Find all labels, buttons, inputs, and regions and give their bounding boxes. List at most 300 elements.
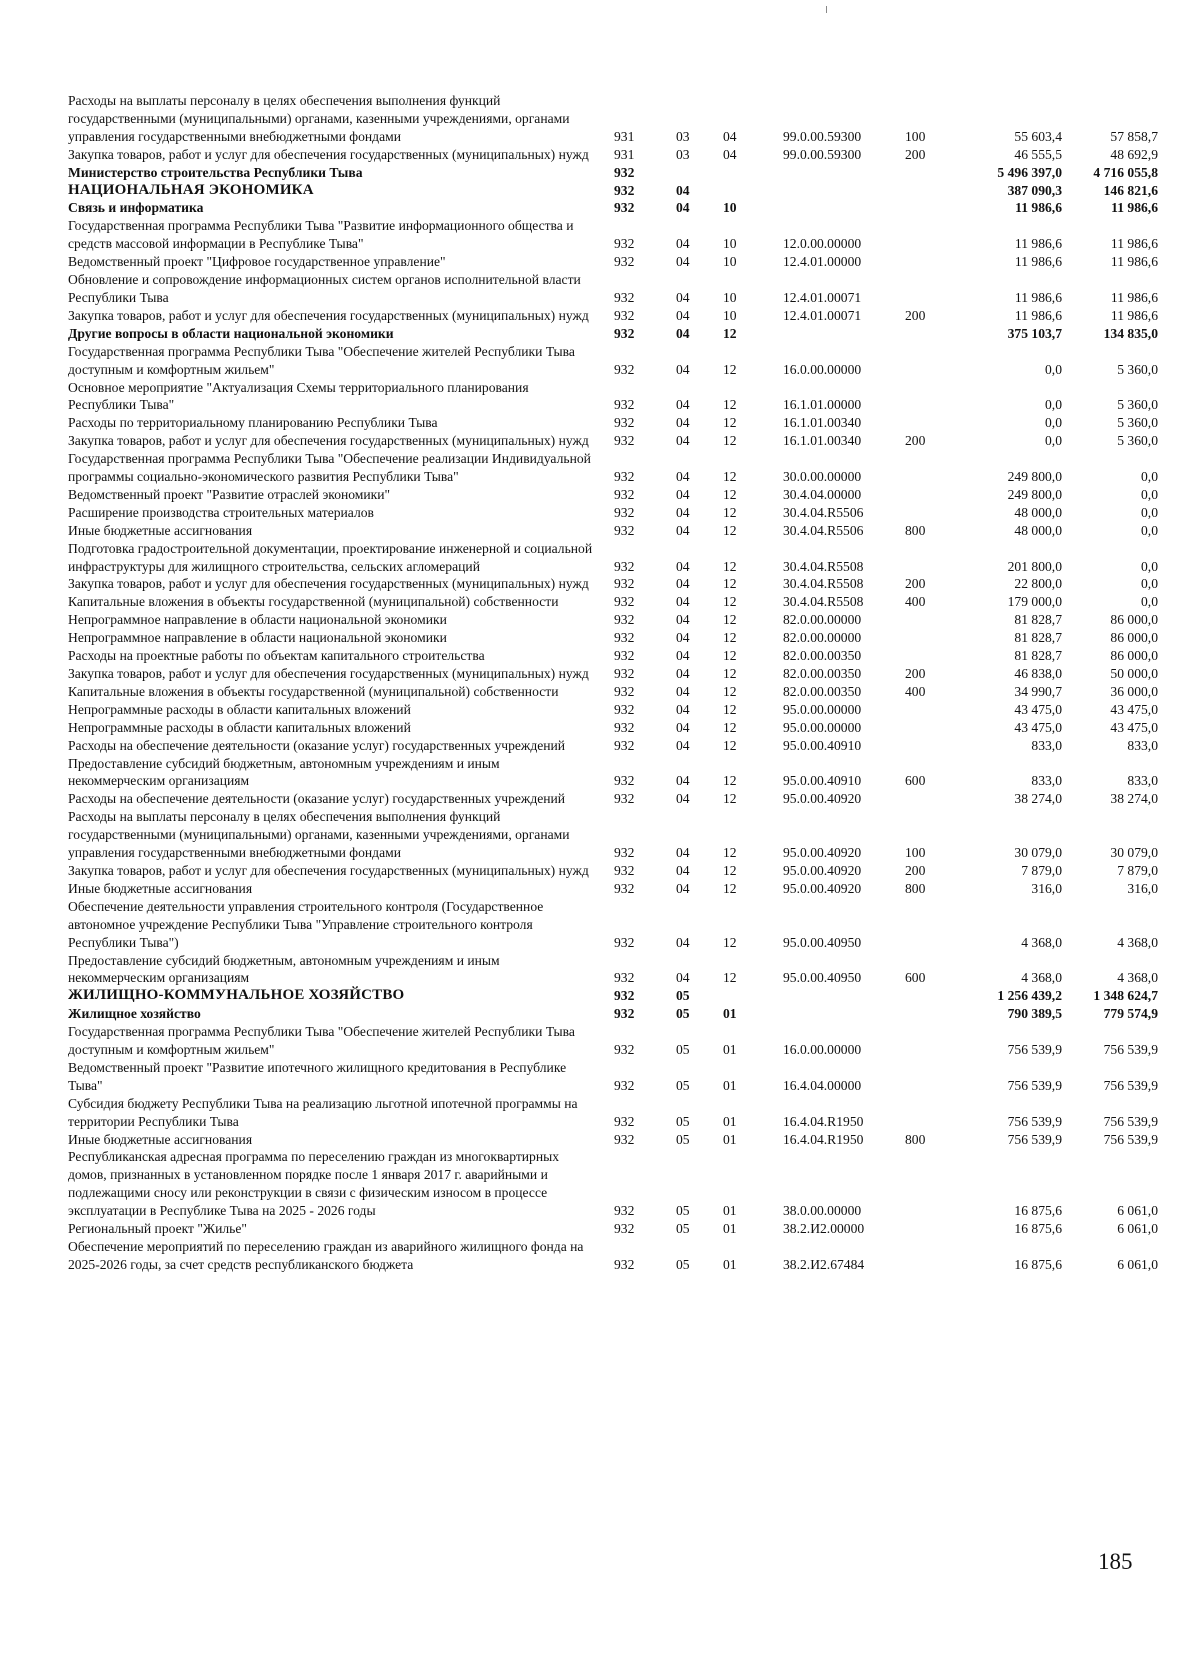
subsection-code-cell: 01 [723,1077,737,1093]
table-row [68,379,1158,415]
expense-type-code-cell [905,199,967,217]
target-item-code-cell: 82.0.00.00350 [783,666,862,681]
description-cell: Государственная программа Республики Тыва "Обеспечение жителей Республики Тыва доступным и комфортным жильем" [68,343,575,377]
amount-year2-cell: 5 360,0 [1117,433,1158,449]
ministry-code-cell: 932 [614,594,635,610]
ministry-code-cell: 931 [614,128,635,144]
subsection-code-cell: 01 [723,1006,737,1022]
description-cell: Основное мероприятие "Актуализация Схемы территориального планирования Республики Тыва" [68,379,529,413]
expense-type-code-cell [905,414,967,432]
table-row [68,253,1158,271]
amount-year1-cell: 22 800,0 [1014,576,1062,592]
target-item-code-cell: 12.0.00.00000 [783,236,862,252]
section-code-cell: 04 [676,862,690,878]
section-code-cell: 05 [676,1221,690,1237]
description-cell: Расходы по территориальному планированию Республики Тыва [68,415,438,431]
amount-year1-cell: 0,0 [1045,361,1062,377]
subsection-code-cell: 10 [723,254,737,270]
target-item-code-cell: 95.0.00.40910 [783,773,862,789]
table-row [68,790,1158,808]
table-row [68,199,1158,217]
target-item-code-cell: 12.4.01.00071 [783,307,862,323]
ministry-code-cell: 932 [614,361,635,377]
description-cell: Ведомственный проект "Развитие отраслей экономики" [68,486,391,502]
section-code-cell: 03 [676,146,690,162]
table-row [68,701,1158,719]
description-cell: Расходы на выплаты персоналу в целях обеспечения выполнения функций государственными (муниципальными) органами, казенными учреждениями, органами управления государственными внебюджетными фондами [68,809,570,861]
section-code-cell: 04 [676,934,690,950]
amount-year2-cell: 11 986,6 [1110,289,1158,305]
amount-year2-cell: 756 539,9 [1103,1113,1158,1129]
ministry-code-cell: 932 [614,1221,635,1237]
expense-type-code-cell [905,343,967,379]
subsection-code-cell: 12 [723,719,737,735]
table-row [68,755,1158,791]
section-code-cell: 04 [676,469,690,485]
amount-year2-cell: 134 835,0 [1103,325,1158,341]
subsection-code-cell: 10 [723,200,737,216]
target-item-code-cell: 95.0.00.40910 [783,737,862,753]
subsection-code-cell: 12 [723,773,737,789]
ministry-code-cell: 932 [614,1256,635,1272]
subsection-code-cell: 12 [723,630,737,646]
target-item-code-cell: 95.0.00.40950 [783,934,862,950]
expense-type-code-cell [905,164,967,182]
expense-type-code-cell: 200 [905,307,926,323]
amount-year1-cell: 756 539,9 [1007,1042,1062,1058]
target-item-code-cell: 95.0.00.00000 [783,719,862,735]
expense-type-code-cell [905,1238,967,1274]
ministry-code-cell: 932 [614,683,635,699]
section-code-cell: 04 [676,307,690,323]
description-cell: Расходы на обеспечение деятельности (оказание услуг) государственных учреждений [68,737,566,753]
section-code-cell: 04 [676,182,690,198]
description-cell: Непрограммное направление в области национальной экономики [68,630,447,646]
expense-type-code-cell [905,182,967,200]
section-code-cell: 04 [676,683,690,699]
table-row [68,647,1158,665]
section-code-cell: 05 [676,1113,690,1129]
section-code-cell: 04 [676,719,690,735]
amount-year1-cell: 4 368,0 [1021,934,1062,950]
subsection-code-cell: 01 [723,1203,737,1219]
subsection-code-cell: 12 [723,504,737,520]
ministry-code-cell: 932 [614,486,635,502]
target-item-code-cell [783,1005,905,1023]
target-item-code-cell [783,164,905,182]
amount-year2-cell: 36 000,0 [1110,683,1158,699]
amount-year2-cell: 11 986,6 [1110,307,1158,323]
table-row [68,307,1158,325]
ministry-code-cell: 932 [614,397,635,413]
target-item-code-cell: 82.0.00.00000 [783,612,862,628]
amount-year1-cell: 0,0 [1045,433,1062,449]
table-row [68,575,1158,593]
description-cell: Непрограммные расходы в области капитальных вложений [68,719,411,735]
subsection-code-cell: 12 [723,612,737,628]
amount-year2-cell: 57 858,7 [1110,128,1158,144]
expense-type-code-cell [905,987,967,1005]
subsection-code-cell: 12 [723,469,737,485]
table-row [68,1238,1158,1274]
description-cell: Другие вопросы в области национальной экономики [68,325,394,341]
amount-year1-cell: 46 555,5 [1014,146,1062,162]
description-cell: Государственная программа Республики Тыва "Обеспечение жителей Республики Тыва доступным и комфортным жильем" [68,1024,575,1058]
amount-year2-cell: 11 986,6 [1111,200,1158,216]
section-code-cell: 03 [676,128,690,144]
amount-year2-cell: 11 986,6 [1110,254,1158,270]
amount-year1-cell: 11 986,6 [1014,307,1062,323]
section-code-cell: 04 [676,576,690,592]
expense-type-code-cell [905,486,967,504]
amount-year1-cell: 11 986,6 [1015,200,1062,216]
amount-year2-cell: 43 475,0 [1110,719,1158,735]
expense-type-code-cell: 800 [905,1131,926,1147]
description-cell: Обеспечение деятельности управления строительного контроля (Государственное автономное учреждение Республики Тыва "Управление строительного контроля Республики Тыва") [68,898,544,950]
target-item-code-cell: 12.4.01.00071 [783,289,862,305]
amount-year2-cell: 30 079,0 [1110,845,1158,861]
table-row [68,683,1158,701]
expense-type-code-cell: 200 [905,433,926,449]
scan-mark [826,6,827,13]
target-item-code-cell: 16.0.00.00000 [783,361,862,377]
table-row [68,719,1158,737]
ministry-code-cell: 932 [614,504,635,520]
ministry-code-cell: 932 [614,719,635,735]
description-cell: Капитальные вложения в объекты государственной (муниципальной) собственности [68,683,559,699]
amount-year2-cell: 833,0 [1127,737,1158,753]
subsection-code-cell: 04 [723,146,737,162]
amount-year1-cell: 55 603,4 [1014,128,1062,144]
table-row [68,217,1158,253]
target-item-code-cell: 38.2.И2.00000 [783,1221,865,1237]
target-item-code-cell [783,325,905,343]
subsection-code-cell: 12 [723,666,737,681]
description-cell: Субсидия бюджету Республики Тыва на реализацию льготной ипотечной программы на территории Республики Тыва [68,1095,578,1129]
section-code-cell: 04 [676,648,690,664]
table-row [68,987,1158,1005]
table-row [68,522,1158,540]
amount-year1-cell: 11 986,6 [1014,254,1062,270]
subsection-code-cell: 12 [723,701,737,717]
expense-type-code-cell [905,253,967,271]
table-row [68,952,1158,988]
amount-year1-cell: 249 800,0 [1007,486,1062,502]
ministry-code-cell: 932 [614,666,635,681]
amount-year1-cell: 316,0 [1031,880,1062,896]
amount-year1-cell: 34 990,7 [1014,683,1062,699]
description-cell: Ведомственный проект "Развитие ипотечного жилищного кредитования в Республике Тыва" [68,1059,567,1093]
target-item-code-cell: 16.4.04.00000 [783,1077,862,1093]
description-cell: Республиканская адресная программа по переселению граждан из многоквартирных домов, признанных в установленном порядке после 1 января 2017 г. аварийными и подлежащими сносу или реконструкции в связи с физическим износом в процессе эксплуатации в Республике Тыва на 2025 - 2026 годы [68,1149,560,1219]
target-item-code-cell: 16.4.04.R1950 [783,1131,864,1147]
section-code-cell: 04 [676,558,690,574]
description-cell: Иные бюджетные ассигнования [68,522,253,538]
target-item-code-cell: 95.0.00.40920 [783,862,862,878]
section-code-cell: 05 [676,1131,690,1147]
amount-year2-cell: 0,0 [1141,469,1158,485]
expense-type-code-cell [905,450,967,486]
description-cell: Закупка товаров, работ и услуг для обеспечения государственных (муниципальных) нужд [68,146,589,162]
description-cell: Закупка товаров, работ и услуг для обеспечения государственных (муниципальных) нужд [68,576,589,592]
expense-type-code-cell [905,1095,967,1131]
amount-year2-cell: 146 821,6 [1103,182,1158,198]
expense-type-code-cell: 600 [905,970,926,986]
subsection-code-cell: 12 [723,361,737,377]
ministry-code-cell: 932 [614,773,635,789]
subsection-code-cell: 01 [723,1256,737,1272]
amount-year2-cell: 0,0 [1141,522,1158,538]
target-item-code-cell: 30.0.00.00000 [783,469,862,485]
subsection-code-cell: 10 [723,307,737,323]
amount-year2-cell: 756 539,9 [1103,1042,1158,1058]
ministry-code-cell: 932 [614,845,635,861]
table-row [68,880,1158,898]
table-row [68,450,1158,486]
target-item-code-cell: 16.1.01.00340 [783,433,862,449]
section-code-cell: 04 [676,612,690,628]
target-item-code-cell: 82.0.00.00000 [783,630,862,646]
description-cell: Подготовка градостроительной документации, проектирование инженерной и социальной инфраструктуры для жилищного строительства, сельских агломераций [68,540,593,574]
subsection-code-cell: 12 [723,737,737,753]
subsection-code-cell: 04 [723,128,737,144]
expense-type-code-cell [905,504,967,522]
description-cell: Непрограммное направление в области национальной экономики [68,612,447,628]
amount-year1-cell: 201 800,0 [1007,558,1062,574]
amount-year1-cell: 81 828,7 [1014,648,1062,664]
table-row [68,432,1158,450]
target-item-code-cell [783,199,905,217]
subsection-code-cell: 12 [723,970,737,986]
ministry-code-cell: 931 [614,146,635,162]
target-item-code-cell: 12.4.01.00000 [783,254,862,270]
subsection-code-cell: 12 [723,862,737,878]
amount-year2-cell: 4 368,0 [1117,970,1158,986]
subsection-code-cell: 12 [723,415,737,431]
table-row [68,1095,1158,1131]
expense-type-code-cell [905,1005,967,1023]
ministry-code-cell: 932 [614,415,635,431]
section-code-cell: 04 [676,415,690,431]
table-row [68,737,1158,755]
target-item-code-cell: 16.4.04.R1950 [783,1113,864,1129]
section-code-cell: 04 [676,666,690,681]
table-row [68,808,1158,862]
amount-year1-cell: 756 539,9 [1007,1077,1062,1093]
table-row [68,146,1158,164]
subsection-code-cell: 12 [723,594,737,610]
target-item-code-cell: 95.0.00.40920 [783,880,862,896]
table-row [68,1148,1158,1220]
ministry-code-cell: 932 [614,1077,635,1093]
amount-year1-cell: 30 079,0 [1014,845,1062,861]
subsection-code-cell: 01 [723,1221,737,1237]
section-code-cell: 05 [676,1077,690,1093]
description-cell: НАЦИОНАЛЬНАЯ ЭКОНОМИКА [68,181,314,198]
ministry-code-cell: 932 [614,988,635,1004]
expense-type-code-cell: 100 [905,128,926,144]
section-code-cell: 04 [676,791,690,807]
description-cell: Закупка товаров, работ и услуг для обеспечения государственных (муниципальных) нужд [68,666,589,681]
ministry-code-cell: 932 [614,1006,635,1022]
expense-type-code-cell: 600 [905,773,926,789]
target-item-code-cell: 95.0.00.40950 [783,970,862,986]
amount-year1-cell: 0,0 [1045,397,1062,413]
expense-type-code-cell [905,271,967,307]
section-code-cell: 04 [676,361,690,377]
ministry-code-cell: 932 [614,289,635,305]
section-code-cell [676,164,723,182]
ministry-code-cell: 932 [614,576,635,592]
amount-year2-cell: 48 692,9 [1110,146,1158,162]
ministry-code-cell: 932 [614,648,635,664]
expense-type-code-cell [905,540,967,576]
amount-year2-cell: 86 000,0 [1110,630,1158,646]
ministry-code-cell: 932 [614,254,635,270]
target-item-code-cell: 38.2.И2.67484 [783,1256,865,1272]
target-item-code-cell: 30.4.04.R5506 [783,522,864,538]
description-cell: Ведомственный проект "Цифровое государственное управление" [68,254,446,270]
amount-year2-cell: 4 368,0 [1117,934,1158,950]
amount-year2-cell: 5 360,0 [1117,397,1158,413]
amount-year1-cell: 387 090,3 [1007,182,1062,198]
description-cell: Непрограммные расходы в области капитальных вложений [68,701,411,717]
expense-type-code-cell: 200 [905,576,926,592]
expense-type-code-cell: 800 [905,880,926,896]
table-row [68,271,1158,307]
amount-year1-cell: 5 496 397,0 [997,164,1062,180]
description-cell: Обновление и сопровождение информационных систем органов исполнительной власти Республики Тыва [68,272,581,305]
amount-year1-cell: 46 838,0 [1014,666,1062,681]
target-item-code-cell: 30.4.04.R5506 [783,504,864,520]
expense-type-code-cell [905,217,967,253]
amount-year2-cell: 6 061,0 [1117,1256,1158,1272]
ministry-code-cell: 932 [614,934,635,950]
section-code-cell: 05 [676,1006,690,1022]
expense-type-code-cell: 200 [905,666,926,681]
ministry-code-cell: 932 [614,469,635,485]
target-item-code-cell: 95.0.00.00000 [783,701,862,717]
description-cell: Предоставление субсидий бюджетным, автономным учреждениям и иным некоммерческим организациям [68,952,500,986]
table-row [68,164,1158,182]
subsection-code-cell: 12 [723,683,737,699]
target-item-code-cell: 82.0.00.00350 [783,648,862,664]
target-item-code-cell: 99.0.00.59300 [783,128,862,144]
amount-year2-cell: 38 274,0 [1110,791,1158,807]
amount-year1-cell: 833,0 [1031,773,1062,789]
table-row [68,1059,1158,1095]
description-cell: Закупка товаров, работ и услуг для обеспечения государственных (муниципальных) нужд [68,433,589,449]
section-code-cell: 05 [676,1203,690,1219]
table-row [68,611,1158,629]
amount-year1-cell: 756 539,9 [1007,1131,1062,1147]
table-row [68,665,1158,683]
amount-year1-cell: 756 539,9 [1007,1113,1062,1129]
amount-year2-cell: 0,0 [1141,486,1158,502]
amount-year1-cell: 81 828,7 [1014,612,1062,628]
amount-year2-cell: 0,0 [1141,558,1158,574]
table-body [68,92,1158,1274]
ministry-code-cell: 932 [614,307,635,323]
subsection-code-cell: 12 [723,433,737,449]
amount-year1-cell: 833,0 [1031,737,1062,753]
expense-type-code-cell: 200 [905,862,926,878]
amount-year1-cell: 4 368,0 [1021,970,1062,986]
expense-type-code-cell [905,647,967,665]
section-code-cell: 05 [676,1042,690,1058]
section-code-cell: 04 [676,970,690,986]
section-code-cell: 04 [676,594,690,610]
amount-year2-cell: 756 539,9 [1103,1131,1158,1147]
description-cell: ЖИЛИЩНО-КОММУНАЛЬНОЕ ХОЗЯЙСТВО [68,987,405,1004]
subsection-code-cell: 12 [723,522,737,538]
amount-year1-cell: 43 475,0 [1014,719,1062,735]
description-cell: Государственная программа Республики Тыва "Развитие информационного общества и средств массовой информации в Республике Тыва" [68,218,574,252]
table-row [68,629,1158,647]
amount-year1-cell: 48 000,0 [1014,504,1062,520]
amount-year2-cell: 86 000,0 [1110,648,1158,664]
description-cell: Министерство строительства Республики Тыва [68,164,363,180]
amount-year1-cell: 16 875,6 [1014,1203,1062,1219]
expense-type-code-cell [905,1059,967,1095]
subsection-code-cell: 12 [723,648,737,664]
subsection-code-cell: 01 [723,1042,737,1058]
expense-type-code-cell [905,1220,967,1238]
table-row [68,1023,1158,1059]
target-item-code-cell [783,987,905,1005]
table-row [68,325,1158,343]
amount-year1-cell: 249 800,0 [1007,469,1062,485]
subsection-code-cell: 10 [723,289,737,305]
amount-year2-cell: 756 539,9 [1103,1077,1158,1093]
subsection-code-cell: 01 [723,1113,737,1129]
expense-type-code-cell [905,629,967,647]
section-code-cell: 04 [676,701,690,717]
ministry-code-cell: 932 [614,791,635,807]
description-cell: Расходы на проектные работы по объектам капитального строительства [68,648,485,664]
description-cell: Закупка товаров, работ и услуг для обеспечения государственных (муниципальных) нужд [68,307,589,323]
expense-type-code-cell [905,737,967,755]
ministry-code-cell: 932 [614,862,635,878]
amount-year2-cell: 779 574,9 [1103,1006,1158,1022]
section-code-cell: 04 [676,737,690,753]
table-row [68,414,1158,432]
expense-type-code-cell [905,325,967,343]
amount-year2-cell: 833,0 [1127,773,1158,789]
ministry-code-cell: 932 [614,325,635,341]
amount-year2-cell: 5 360,0 [1117,415,1158,431]
subsection-code-cell: 12 [723,934,737,950]
ministry-code-cell: 932 [614,970,635,986]
ministry-code-cell: 932 [614,701,635,717]
subsection-code-cell: 12 [723,486,737,502]
subsection-code-cell: 12 [723,558,737,574]
description-cell: Иные бюджетные ассигнования [68,1131,253,1147]
subsection-code-cell [723,182,783,200]
ministry-code-cell: 932 [614,612,635,628]
table-row [68,92,1158,146]
expense-type-code-cell [905,1148,967,1220]
description-cell: Расходы на выплаты персоналу в целях обеспечения выполнения функций государственными (муниципальными) органами, казенными учреждениями, органами управления государственными внебюджетными фондами [68,93,570,144]
target-item-code-cell: 82.0.00.00350 [783,683,862,699]
expense-type-code-cell [905,719,967,737]
amount-year1-cell: 0,0 [1045,415,1062,431]
description-cell: Обеспечение мероприятий по переселению граждан из аварийного жилищного фонда на 2025-2026 годы, за счет средств республиканского бюджета [68,1239,584,1272]
amount-year2-cell: 6 061,0 [1117,1221,1158,1237]
expense-type-code-cell: 100 [905,845,926,861]
section-code-cell: 04 [676,630,690,646]
amount-year2-cell: 4 716 055,8 [1093,164,1158,180]
